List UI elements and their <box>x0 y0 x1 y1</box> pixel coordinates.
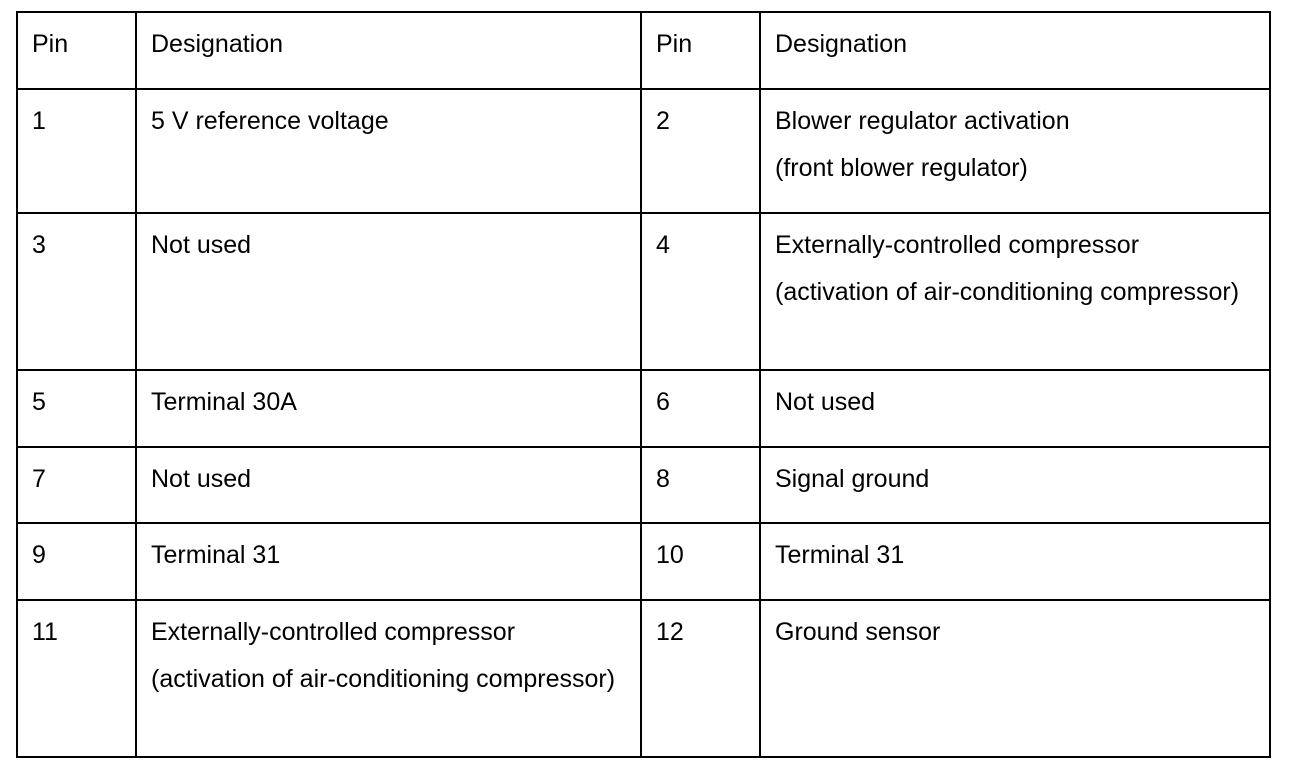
pin-number: 11 <box>17 600 136 757</box>
designation-line: (front blower regulator) <box>775 154 1028 182</box>
pin-designation <box>760 89 1270 213</box>
pin-number: 12 <box>641 600 760 757</box>
pin-number: 6 <box>641 370 760 447</box>
pin-designation <box>136 89 641 213</box>
designation-line: (activation of air-conditioning compressor) <box>151 665 616 693</box>
pin-number: 9 <box>17 523 136 600</box>
pin-number: 2 <box>641 89 760 213</box>
designation-line: Not used <box>151 465 252 493</box>
pin-designation <box>760 523 1270 600</box>
table-row <box>17 600 1270 757</box>
designation-line: Not used <box>775 388 876 416</box>
pin-designation <box>136 600 641 757</box>
pin-designation <box>136 213 641 370</box>
designation-line: Externally-controlled compressor <box>151 618 516 646</box>
pin-assignment-table <box>16 11 1271 758</box>
table-row <box>17 447 1270 523</box>
pin-designation <box>136 447 641 523</box>
pin-number: 5 <box>17 370 136 447</box>
pin-number: 8 <box>641 447 760 523</box>
designation-line: Terminal 30A <box>151 388 297 416</box>
header-designation-right: Designation <box>760 12 1270 89</box>
pin-designation <box>136 370 641 447</box>
designation-line: Blower regulator activation <box>775 107 1070 135</box>
table-row <box>17 523 1270 600</box>
pin-number: 4 <box>641 213 760 370</box>
designation-line: Signal ground <box>775 465 930 493</box>
pin-number: 10 <box>641 523 760 600</box>
pin-designation <box>760 600 1270 757</box>
pin-designation <box>136 523 641 600</box>
pin-number: 7 <box>17 447 136 523</box>
header-pin-right: Pin <box>641 12 760 89</box>
pin-designation <box>760 213 1270 370</box>
designation-line: Terminal 31 <box>151 541 281 569</box>
table-row <box>17 89 1270 213</box>
designation-line: 5 V reference voltage <box>151 107 389 135</box>
table-header-row <box>17 12 1270 89</box>
designation-line: (activation of air-conditioning compressor) <box>775 278 1240 306</box>
table-row <box>17 370 1270 447</box>
pin-designation <box>760 370 1270 447</box>
pin-number: 1 <box>17 89 136 213</box>
designation-line: Terminal 31 <box>775 541 905 569</box>
pin-number: 3 <box>17 213 136 370</box>
header-designation-left: Designation <box>136 12 641 89</box>
designation-line: Externally-controlled compressor <box>775 231 1140 259</box>
header-pin-left: Pin <box>17 12 136 89</box>
pin-designation <box>760 447 1270 523</box>
table-row <box>17 213 1270 370</box>
designation-line: Not used <box>151 231 252 259</box>
designation-line: Ground sensor <box>775 618 941 646</box>
